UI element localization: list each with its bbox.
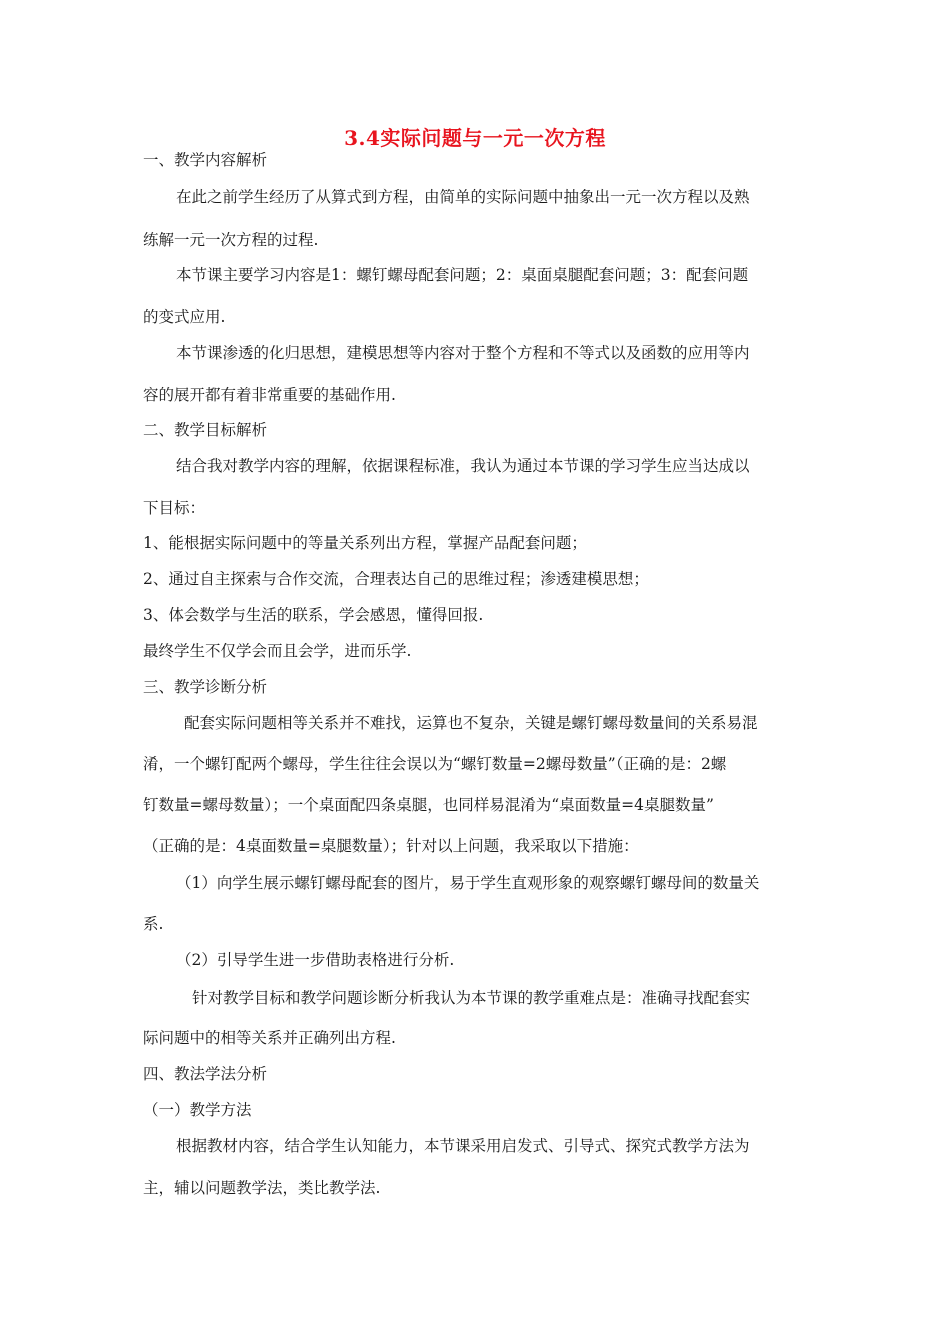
subsection-heading: （一）教学方法 xyxy=(143,1101,252,1119)
section-heading-3: 三、教学诊断分析 xyxy=(143,678,268,696)
list-item: 3、体会数学与生活的联系，学会感恩，懂得回报. xyxy=(143,606,484,624)
paragraph-line: 结合我对教学内容的理解，依据课程标准，我认为通过本节课的学习学生应当达成以 xyxy=(176,457,750,475)
list-item: 2、通过自主探索与合作交流，合理表达自己的思维过程；渗透建模思想； xyxy=(143,570,649,588)
document-title: 3.4实际问题与一元一次方程 xyxy=(344,126,606,150)
paragraph-line: 本节课渗透的化归思想，建模思想等内容对于整个方程和不等式以及函数的应用等内 xyxy=(176,344,750,362)
list-item: （1）向学生展示螺钉螺母配套的图片，易于学生直观形象的观察螺钉螺母间的数量关 xyxy=(176,874,760,892)
section-heading-2: 二、教学目标解析 xyxy=(143,421,268,439)
paragraph-line: 淆，一个螺钉配两个螺母，学生往往会误以为“螺钉数量=2螺母数量”（正确的是：2螺 xyxy=(143,755,727,773)
paragraph-line: 在此之前学生经历了从算式到方程，由简单的实际问题中抽象出一元一次方程以及熟 xyxy=(176,188,750,206)
paragraph-line: 下目标： xyxy=(143,499,206,517)
paragraph-line: 根据教材内容，结合学生认知能力，本节课采用启发式、引导式、探究式教学方法为 xyxy=(176,1137,750,1155)
paragraph-line: 主，辅以问题教学法，类比教学法. xyxy=(143,1179,381,1197)
paragraph-line: 最终学生不仅学会而且会学，进而乐学. xyxy=(143,642,412,660)
paragraph-line: 际问题中的相等关系并正确列出方程. xyxy=(143,1029,396,1047)
paragraph-line: 本节课主要学习内容是1：螺钉螺母配套问题；2：桌面桌腿配套问题；3：配套问题 xyxy=(176,266,749,284)
paragraph-line: 练解一元一次方程的过程. xyxy=(143,231,319,249)
paragraph-line: 系. xyxy=(143,915,164,933)
section-heading-1: 一、教学内容解析 xyxy=(143,151,268,169)
paragraph-line: 配套实际问题相等关系并不难找，运算也不复杂，关键是螺钉螺母数量间的关系易混 xyxy=(184,714,758,732)
paragraph-line: 钉数量=螺母数量）；一个桌面配四条桌腿，也同样易混淆为“桌面数量=4桌腿数量” xyxy=(143,796,714,814)
paragraph-line: （正确的是：4桌面数量=桌腿数量）；针对以上问题，我采取以下措施： xyxy=(143,837,639,855)
list-item: （2）引导学生进一步借助表格进行分析. xyxy=(176,951,455,969)
paragraph-line: 的变式应用. xyxy=(143,308,226,326)
paragraph-line: 容的展开都有着非常重要的基础作用. xyxy=(143,386,396,404)
list-item: 1、能根据实际问题中的等量关系列出方程，掌握产品配套问题； xyxy=(143,534,587,552)
paragraph-line: 针对教学目标和教学问题诊断分析我认为本节课的教学重难点是：准确寻找配套实 xyxy=(192,989,751,1007)
section-heading-4: 四、教法学法分析 xyxy=(143,1065,268,1083)
